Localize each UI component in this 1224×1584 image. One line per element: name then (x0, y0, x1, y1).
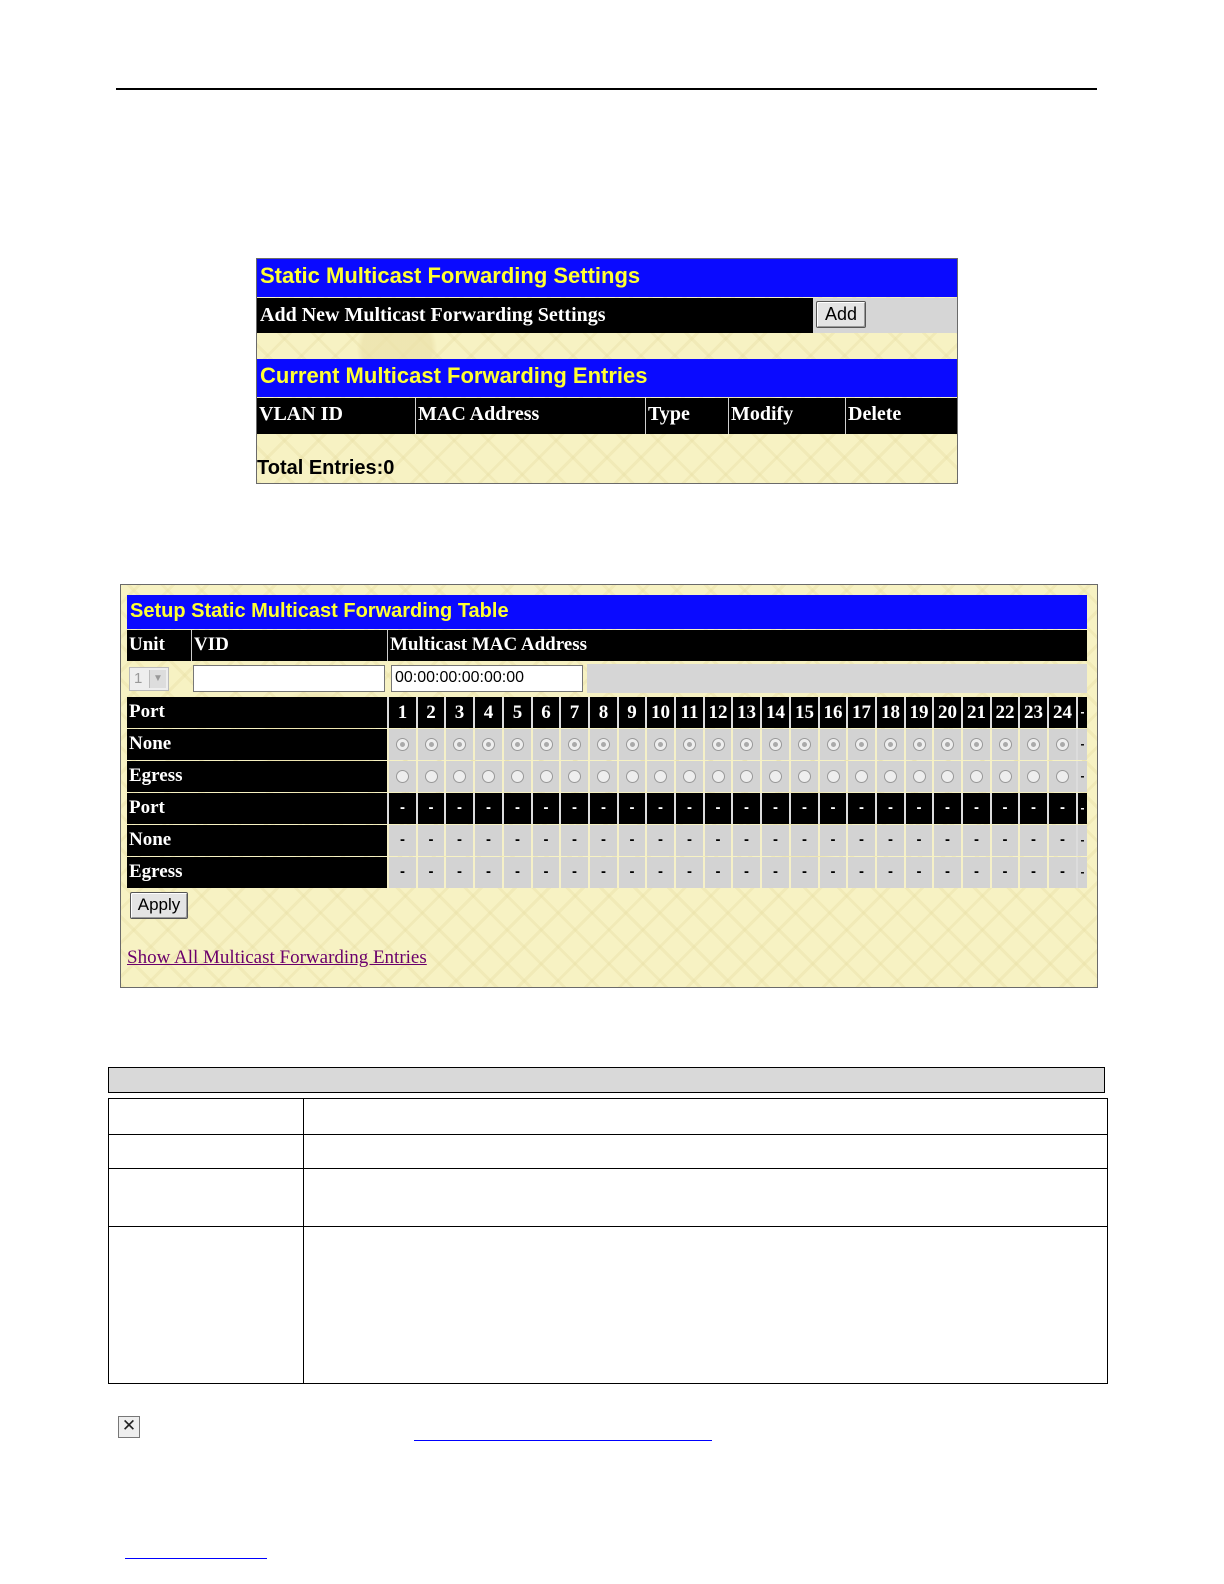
none-cell-port-22 (990, 729, 1018, 760)
none-dash: - (473, 825, 502, 856)
egress-cell-port-13 (731, 761, 760, 792)
egress-cell-port-1 (387, 761, 416, 792)
egress-radio-port-5[interactable] (511, 770, 524, 783)
none-cell-port-10 (645, 729, 674, 760)
none-radio-port-13[interactable] (740, 738, 753, 751)
port-dash: - (961, 793, 990, 824)
none-dash: - (703, 825, 731, 856)
port-dash: - (731, 793, 760, 824)
egress-dash: - (1047, 857, 1076, 888)
none-dash: - (961, 825, 990, 856)
none-radio-port-3[interactable] (453, 738, 466, 751)
setup-static-multicast-panel (120, 584, 1098, 988)
col-modify: Modify (728, 398, 845, 434)
none-radio-port-6[interactable] (540, 738, 553, 751)
egress-dash: - (789, 857, 818, 888)
none-radio-port-10[interactable] (654, 738, 667, 751)
port-number-6: 6 (531, 697, 559, 728)
none-dash: - (875, 825, 904, 856)
none-radio-port-22[interactable] (999, 738, 1012, 751)
page-top-rule (116, 88, 1097, 90)
port-number-2: 2 (416, 697, 444, 728)
none-cell-port-11 (674, 729, 703, 760)
none-dash: - (617, 825, 645, 856)
doc-table-divider (303, 1099, 304, 1383)
none-cell-port-17 (846, 729, 875, 760)
none-cell-port-13 (731, 729, 760, 760)
port-dash: - (846, 793, 875, 824)
doc-table-row-line (109, 1226, 1107, 1227)
settings-title: Static Multicast Forwarding Settings (257, 259, 957, 297)
none-cell-port-15 (789, 729, 818, 760)
egress-dash: - (703, 857, 731, 888)
egress-cell-port-20 (932, 761, 961, 792)
doc-table (108, 1098, 1108, 1384)
egress-dash: - (588, 857, 617, 888)
port-number-4: 4 (473, 697, 502, 728)
port-dash: - (818, 793, 846, 824)
egress-dash: - (760, 857, 789, 888)
egress-radio-port-2[interactable] (425, 770, 438, 783)
none-radio-port-15[interactable] (798, 738, 811, 751)
port-number-8: 8 (588, 697, 617, 728)
port-number-13: 13 (731, 697, 760, 728)
port-dash: - (789, 793, 818, 824)
none-cell-port-1 (387, 729, 416, 760)
egress-radio-port-19[interactable] (913, 770, 926, 783)
show-all-entries-link[interactable]: Show All Multicast Forwarding Entries (127, 947, 427, 968)
none-dash: - (416, 825, 444, 856)
none-cell-port-5 (502, 729, 531, 760)
none-dash: - (1047, 825, 1076, 856)
none-cell-port-7 (559, 729, 588, 760)
egress-cell-port-12 (703, 761, 731, 792)
chevron-down-icon: ▼ (149, 670, 166, 688)
col-mac-address: MAC Address (415, 398, 645, 434)
port-dash: - (645, 793, 674, 824)
egress-dash: - (674, 857, 703, 888)
none-cell-port-2 (416, 729, 444, 760)
entries-header-row (257, 398, 957, 434)
port-number-22: 22 (990, 697, 1018, 728)
egress-dash: - (416, 857, 444, 888)
egress-radio-port-13[interactable] (740, 770, 753, 783)
apply-button[interactable]: Apply (130, 892, 188, 919)
egress-cell-port-15 (789, 761, 818, 792)
port-dash: - (444, 793, 473, 824)
egress-cell-port-24 (1047, 761, 1076, 792)
doc-table-header (108, 1067, 1105, 1093)
none-radio-port-11[interactable] (683, 738, 696, 751)
port-number-23: 23 (1018, 697, 1047, 728)
port-number-21: 21 (961, 697, 990, 728)
none-radio-port-24[interactable] (1056, 738, 1069, 751)
none-dash: - (760, 825, 789, 856)
egress-radio-port-22[interactable] (999, 770, 1012, 783)
none-dash: - (932, 825, 961, 856)
none-radio-port-9[interactable] (626, 738, 639, 751)
egress-radio-port-7[interactable] (568, 770, 581, 783)
col-delete: Delete (845, 398, 957, 434)
none-dash: - (502, 825, 531, 856)
egress-dash: - (990, 857, 1018, 888)
none-radio-port-14[interactable] (769, 738, 782, 751)
port-dash: - (990, 793, 1018, 824)
port-dash: - (617, 793, 645, 824)
none-cell-port-16 (818, 729, 846, 760)
none-dash: - (904, 825, 932, 856)
port-dash: - (875, 793, 904, 824)
port-dash: - (703, 793, 731, 824)
egress-radio-port-9[interactable] (626, 770, 639, 783)
egress-dash: - (932, 857, 961, 888)
none-radio-port-7[interactable] (568, 738, 581, 751)
egress-cell-port-10 (645, 761, 674, 792)
port-number-15: 15 (789, 697, 818, 728)
port-number-17: 17 (846, 697, 875, 728)
none-cell-port-12 (703, 729, 731, 760)
none-cell-port-21 (961, 729, 990, 760)
trailing-dash: - (1076, 857, 1087, 888)
unit-select-value: 1 (134, 670, 143, 687)
egress-cell-port-5 (502, 761, 531, 792)
egress-row-label-1: Egress (127, 761, 387, 792)
port-number-7: 7 (559, 697, 588, 728)
egress-cell-port-11 (674, 761, 703, 792)
link-underline (125, 1558, 267, 1559)
mac-address-input[interactable]: 00:00:00:00:00:00 (391, 665, 583, 692)
none-radio-port-2[interactable] (425, 738, 438, 751)
egress-cell-port-19 (904, 761, 932, 792)
none-dash: - (990, 825, 1018, 856)
egress-cell-port-2 (416, 761, 444, 792)
egress-dash: - (731, 857, 760, 888)
egress-dash: - (444, 857, 473, 888)
egress-dash: - (1018, 857, 1047, 888)
none-dash: - (789, 825, 818, 856)
none-radio-port-4[interactable] (482, 738, 495, 751)
port-number-16: 16 (818, 697, 846, 728)
port-dash: - (932, 793, 961, 824)
egress-dash: - (559, 857, 588, 888)
none-cell-port-6 (531, 729, 559, 760)
none-dash: - (387, 825, 416, 856)
egress-radio-port-8[interactable] (597, 770, 610, 783)
none-dash: - (645, 825, 674, 856)
egress-radio-port-23[interactable] (1027, 770, 1040, 783)
add-button[interactable]: Add (816, 301, 866, 328)
none-dash: - (818, 825, 846, 856)
vid-label: VID (191, 630, 387, 661)
trailing-dash: - (1076, 697, 1087, 728)
egress-radio-port-4[interactable] (482, 770, 495, 783)
egress-dash: - (904, 857, 932, 888)
egress-cell-port-9 (617, 761, 645, 792)
egress-cell-port-22 (990, 761, 1018, 792)
egress-dash: - (961, 857, 990, 888)
port-number-12: 12 (703, 697, 731, 728)
link-underline (414, 1440, 712, 1441)
current-entries-title: Current Multicast Forwarding Entries (257, 359, 957, 397)
none-radio-port-5[interactable] (511, 738, 524, 751)
port-dash: - (559, 793, 588, 824)
none-dash: - (531, 825, 559, 856)
port-dash: - (531, 793, 559, 824)
egress-radio-port-21[interactable] (970, 770, 983, 783)
unit-select[interactable] (129, 667, 169, 691)
port-dash: - (674, 793, 703, 824)
static-multicast-settings-panel (256, 258, 958, 484)
none-radio-port-20[interactable] (941, 738, 954, 751)
close-icon: ✕ (118, 1416, 140, 1438)
none-dash: - (444, 825, 473, 856)
none-cell-port-9 (617, 729, 645, 760)
none-cell-port-4 (473, 729, 502, 760)
egress-cell-port-4 (473, 761, 502, 792)
port-dash: - (588, 793, 617, 824)
egress-dash: - (387, 857, 416, 888)
egress-cell-port-8 (588, 761, 617, 792)
mac-label: Multicast MAC Address (387, 630, 1087, 661)
egress-radio-port-10[interactable] (654, 770, 667, 783)
none-row-label-1: None (127, 729, 387, 760)
egress-dash: - (531, 857, 559, 888)
egress-cell-port-3 (444, 761, 473, 792)
port-dash: - (760, 793, 789, 824)
egress-cell-port-18 (875, 761, 904, 792)
egress-cell-port-16 (818, 761, 846, 792)
egress-cell-port-21 (961, 761, 990, 792)
port-row-label-2: Port (127, 793, 387, 824)
none-radio-port-8[interactable] (597, 738, 610, 751)
egress-dash: - (645, 857, 674, 888)
port-number-3: 3 (444, 697, 473, 728)
doc-table-row-line (109, 1134, 1107, 1135)
none-radio-port-21[interactable] (970, 738, 983, 751)
none-radio-port-23[interactable] (1027, 738, 1040, 751)
egress-radio-port-15[interactable] (798, 770, 811, 783)
port-number-10: 10 (645, 697, 674, 728)
none-radio-port-12[interactable] (712, 738, 725, 751)
unit-label: Unit (127, 630, 191, 661)
port-number-11: 11 (674, 697, 703, 728)
none-radio-port-17[interactable] (855, 738, 868, 751)
egress-radio-port-20[interactable] (941, 770, 954, 783)
none-row-label-2: None (127, 825, 387, 856)
add-new-label: Add New Multicast Forwarding Settings (257, 298, 813, 333)
none-radio-port-18[interactable] (884, 738, 897, 751)
col-type: Type (645, 398, 728, 434)
egress-dash: - (473, 857, 502, 888)
col-vlan-id: VLAN ID (259, 403, 343, 425)
trailing-dash: - (1076, 761, 1087, 792)
trailing-dash: - (1076, 825, 1087, 856)
none-radio-port-1[interactable] (396, 738, 409, 751)
port-number-9: 9 (617, 697, 645, 728)
port-number-19: 19 (904, 697, 932, 728)
port-number-14: 14 (760, 697, 789, 728)
port-dash: - (416, 793, 444, 824)
port-dash: - (1047, 793, 1076, 824)
egress-radio-port-17[interactable] (855, 770, 868, 783)
egress-dash: - (875, 857, 904, 888)
egress-cell-port-7 (559, 761, 588, 792)
port-dash: - (502, 793, 531, 824)
egress-radio-port-1[interactable] (396, 770, 409, 783)
none-radio-port-16[interactable] (827, 738, 840, 751)
none-dash: - (846, 825, 875, 856)
none-cell-port-20 (932, 729, 961, 760)
egress-row-label-2: Egress (127, 857, 387, 888)
egress-cell-port-17 (846, 761, 875, 792)
total-entries: Total Entries:0 (257, 457, 395, 479)
none-dash: - (674, 825, 703, 856)
port-dash: - (904, 793, 932, 824)
egress-cell-port-6 (531, 761, 559, 792)
none-dash: - (588, 825, 617, 856)
none-cell-port-14 (760, 729, 789, 760)
egress-radio-port-6[interactable] (540, 770, 553, 783)
egress-radio-port-24[interactable] (1056, 770, 1069, 783)
egress-radio-port-16[interactable] (827, 770, 840, 783)
egress-radio-port-3[interactable] (453, 770, 466, 783)
egress-dash: - (818, 857, 846, 888)
none-dash: - (731, 825, 760, 856)
port-number-1: 1 (387, 697, 416, 728)
egress-radio-port-14[interactable] (769, 770, 782, 783)
port-dash: - (1018, 793, 1047, 824)
egress-dash: - (846, 857, 875, 888)
egress-radio-port-11[interactable] (683, 770, 696, 783)
none-cell-port-8 (588, 729, 617, 760)
port-number-20: 20 (932, 697, 961, 728)
egress-radio-port-12[interactable] (712, 770, 725, 783)
trailing-dash: - (1076, 793, 1087, 824)
input-row-filler (587, 664, 1087, 693)
egress-cell-port-23 (1018, 761, 1047, 792)
vid-input[interactable] (193, 665, 385, 692)
egress-dash: - (617, 857, 645, 888)
none-radio-port-19[interactable] (913, 738, 926, 751)
port-number-24: 24 (1047, 697, 1076, 728)
egress-dash: - (502, 857, 531, 888)
port-number-18: 18 (875, 697, 904, 728)
none-cell-port-3 (444, 729, 473, 760)
trailing-dash: - (1076, 729, 1087, 760)
port-number-5: 5 (502, 697, 531, 728)
none-dash: - (1018, 825, 1047, 856)
egress-radio-port-18[interactable] (884, 770, 897, 783)
port-row-label-1: Port (127, 697, 387, 728)
egress-cell-port-14 (760, 761, 789, 792)
doc-table-row-line (109, 1168, 1107, 1169)
none-cell-port-19 (904, 729, 932, 760)
port-dash: - (387, 793, 416, 824)
none-dash: - (559, 825, 588, 856)
none-cell-port-24 (1047, 729, 1076, 760)
setup-title: Setup Static Multicast Forwarding Table (127, 595, 1087, 629)
none-cell-port-23 (1018, 729, 1047, 760)
none-cell-port-18 (875, 729, 904, 760)
port-dash: - (473, 793, 502, 824)
